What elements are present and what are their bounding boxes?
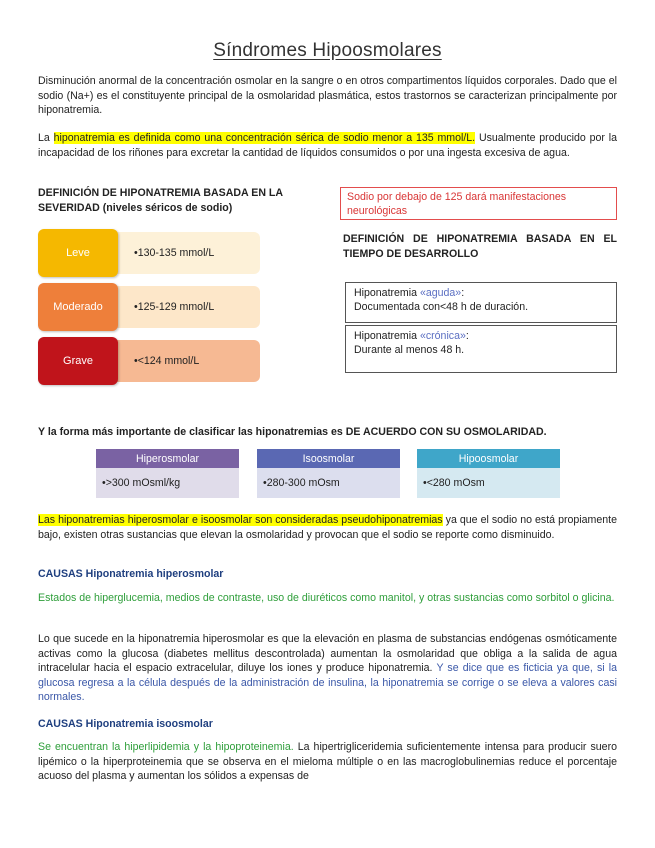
chronic-colon: : [465, 330, 469, 342]
osm-hiperosmolar [96, 449, 239, 498]
severity-value: •130-135 mmol/L [110, 232, 260, 274]
severity-label: Leve [38, 229, 118, 277]
chronic-tag: «crónica» [419, 330, 466, 342]
hyperosmolar-explanation-text: Lo que sucede en la hiponatremia hiperosmolar es que la elevación en plasma de substancias endógenas osmóticamente activas como la glucosa (diabetes mellitus descontrolada) aumentan la osmolaridad que obliga a la salida de agua intracelular hacia el espacio extracelular, diluye los iones y produce hiponatremia. [38, 633, 617, 674]
osm-value: •280-300 mOsm [257, 468, 400, 498]
hyperosmolar-fictitious: Y se dice que es ficticia ya que, si la glucosa regresa a la célula después de la administración de insulina, la hiponatremia se corrige o se eleva a valores casi normales. [38, 662, 617, 703]
isoosmolar-causes: Se encuentran la hiperlipidemia y la hipoproteinemia. [38, 741, 294, 753]
severity-row-leve [38, 229, 260, 277]
severity-row-grave [38, 337, 260, 385]
definition-rest: Usualmente producido por la incapacidad de los riñones para excretar la cantidad de líquidos consumidos o por una ingesta excesiva de agua. [38, 132, 618, 159]
isoosmolar-paragraph [38, 740, 617, 784]
development-title: DEFINICIÓN DE HIPONATREMIA BASADA EN EL TIEMPO DE DESARROLLO [343, 233, 617, 260]
osm-header: Isoosmolar [257, 449, 400, 468]
osm-isoosmolar [257, 449, 400, 498]
definition-paragraph [38, 131, 617, 160]
hyperosmolar-causes: Estados de hiperglucemia, medios de contraste, uso de diuréticos como manitol, y otras sustancias como sorbitol o glicina. [38, 592, 615, 604]
pseudo-paragraph [38, 513, 617, 542]
acute-box [345, 282, 617, 323]
severity-label: Grave [38, 337, 118, 385]
chronic-box [345, 325, 617, 373]
acute-name: Hiponatremia [354, 287, 420, 299]
classification-title: Y la forma más importante de clasificar las hiponatremias es DE ACUERDO CON SU OSMOLARIDAD. [38, 426, 547, 438]
osm-hipoosmolar [417, 449, 560, 498]
intro-paragraph: Disminución anormal de la concentración osmolar en la sangre o en otros compartimentos líquidos corporales. Dado que el sodio (Na+) es el constituyente principal de la osmolaridad plasmática, estos trastornos se caracterizan principalmente por hiponatremia. [38, 75, 617, 116]
osm-header: Hipoosmolar [417, 449, 560, 468]
severity-value: •<124 mmol/L [110, 340, 260, 382]
severity-row-moderado [38, 283, 260, 331]
definition-prefix: La [38, 132, 54, 144]
isoosmolar-explanation: La hipertrigliceridemia suficientemente intensa para producir suero lipémico o la hiperproteinemia que se observa en el mieloma múltiple o en las macroglobulinemias reduce el porcentaje acuoso del plasma y aumentan los sólidos a expensas de [38, 741, 617, 782]
hyperosmolar-explanation [38, 632, 617, 705]
acute-desc: Documentada con<48 h de duración. [354, 301, 529, 313]
acute-tag: «aguda» [419, 287, 462, 299]
pseudo-highlight: Las hiponatremias hiperosmolar e isoosmolar son consideradas pseudohiponatremias [38, 514, 443, 526]
osm-value: •>300 mOsml/kg [96, 468, 239, 498]
hyperosmolar-section-title: CAUSAS Hiponatremia hiperosmolar [38, 568, 224, 580]
pseudo-rest: ya que el sodio no está propiamente bajo, existen otras sustancias que elevan la osmolaridad y provocan que el sodio se reporte como disminuido. [38, 514, 617, 541]
osm-value: •<280 mOsm [417, 468, 560, 498]
severity-label: Moderado [38, 283, 118, 331]
isoosmolar-section-title: CAUSAS Hiponatremia isoosmolar [38, 718, 213, 730]
page-title: Síndromes Hipoosmolares [213, 40, 442, 61]
chronic-desc: Durante al menos 48 h. [354, 344, 465, 356]
neuro-note-box: Sodio por debajo de 125 dará manifestaciones neurológicas [340, 187, 617, 220]
osm-header: Hiperosmolar [96, 449, 239, 468]
chronic-name: Hiponatremia [354, 330, 420, 342]
acute-colon: : [461, 287, 465, 299]
severity-value: •125-129 mmol/L [110, 286, 260, 328]
severity-title: DEFINICIÓN DE HIPONATREMIA BASADA EN LA SEVERIDAD (niveles séricos de sodio) [38, 187, 283, 214]
definition-highlight: hiponatremia es definida como una concentración sérica de sodio menor a 135 mmol/L. [53, 132, 476, 144]
